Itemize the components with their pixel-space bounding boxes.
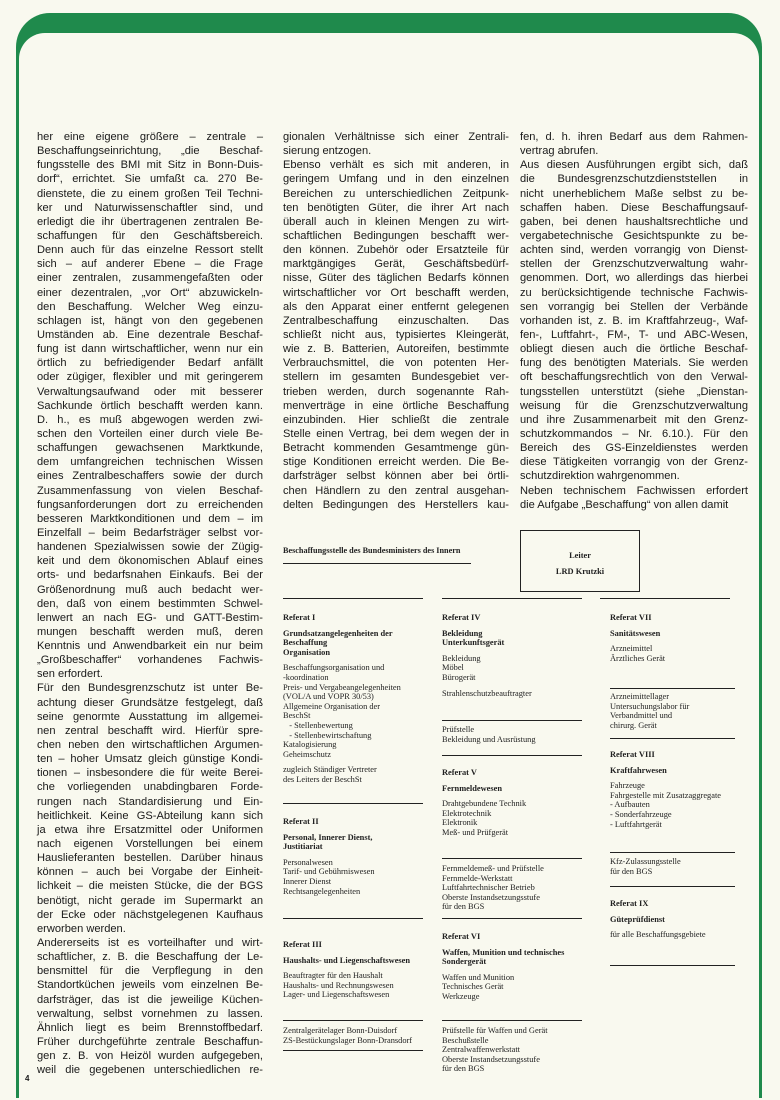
text-line: benötigt, nicht gerade im Supermarkt an bbox=[37, 894, 263, 907]
org-line: Tarif- und Gebührniswesen bbox=[283, 867, 375, 877]
org-line: des Leiters der BeschSt bbox=[283, 774, 362, 784]
text-line: lichkeit – die meisten Stücke, die der BGS bbox=[37, 880, 263, 893]
org-line: Beschußstelle bbox=[442, 1035, 489, 1045]
org-unit bbox=[610, 750, 775, 835]
org-line: Referat VI bbox=[442, 932, 481, 941]
org-unit-text bbox=[283, 663, 448, 759]
org-line: Waffen, Munition und technisches bbox=[442, 947, 565, 957]
org-line: Verbandmittel und bbox=[610, 711, 673, 721]
text-line: genommen. Dort, wo allerdings das hierbei bbox=[520, 272, 748, 285]
org-line: Beauftragter für den Haushalt bbox=[283, 971, 383, 981]
org-chart-title: Beschaffungsstelle des Bundesministers des Innern bbox=[283, 546, 461, 555]
text-line: Früher durchgeführte zentrale Beschaffun- bbox=[37, 1036, 263, 1048]
org-unit-heading bbox=[442, 613, 607, 623]
text-line: fung des benötigten Materials. Sie werden bbox=[520, 357, 748, 370]
org-unit-heading bbox=[610, 750, 775, 760]
text-line: den Beschaffung. Welcher Weg einzu- bbox=[37, 300, 263, 313]
org-line: Werkzeuge bbox=[442, 991, 480, 1001]
org-line: - Aufbauten bbox=[610, 800, 650, 810]
text-line: Umständen ab. Eine dezentrale Beschaf- bbox=[37, 328, 263, 341]
org-line: Sanitätswesen bbox=[610, 628, 661, 638]
org-line: Referat IV bbox=[442, 613, 481, 622]
org-unit-text bbox=[442, 689, 607, 699]
paragraph bbox=[37, 130, 263, 681]
org-line: Haushalts- und Liegenschaftswesen bbox=[283, 955, 411, 965]
org-unit bbox=[442, 1026, 607, 1080]
org-line: zugleich Ständiger Vertreter bbox=[283, 765, 377, 775]
divider bbox=[283, 598, 423, 599]
org-line: (VOL/A und VOPR 30/53) bbox=[283, 692, 374, 702]
org-unit-text bbox=[610, 781, 775, 829]
divider bbox=[442, 918, 582, 919]
org-line: Personalwesen bbox=[283, 857, 333, 867]
org-line: Beschaffungsorganisation und bbox=[283, 663, 385, 673]
divider bbox=[283, 563, 471, 564]
org-line: Fernmeldewesen bbox=[442, 783, 503, 793]
text-line: tionen – insbesondere die für weite Berei- bbox=[37, 767, 263, 780]
org-line: Referat III bbox=[283, 940, 322, 949]
org-line: Grundsatzangelegenheiten der bbox=[283, 628, 393, 638]
text-line: Denn auch für das einzelne Ressort stellt bbox=[37, 244, 263, 257]
text-line: Stelle einen Vertrag, bei dem wegen der in bbox=[283, 427, 509, 440]
org-line: Unterkunftsgerät bbox=[442, 638, 505, 648]
text-line: erworben werden. bbox=[37, 922, 126, 935]
org-line: Personal, Innerer Dienst, bbox=[283, 832, 373, 842]
org-unit-text bbox=[442, 725, 607, 744]
text-line: diese Tätigkeiten vorrangig von der Grenz- bbox=[520, 456, 748, 469]
org-unit-text bbox=[283, 956, 448, 966]
org-unit bbox=[442, 613, 607, 704]
text-line: trieben werden, durch sogenannte Rah- bbox=[283, 385, 509, 398]
text-line: Standortküchen jeweils vom einzelnen Be- bbox=[37, 979, 263, 992]
text-line: Einzelfall – beim Bedarfsträger selbst vor- bbox=[37, 526, 263, 539]
text-line: achtung dieser Grundsätze festgelegt, daß bbox=[37, 696, 263, 709]
org-unit bbox=[283, 1026, 448, 1051]
text-line: mungen beschafft werden muß, deren bbox=[37, 625, 263, 638]
article-column-1 bbox=[37, 130, 263, 1077]
org-line: Arzneimittel bbox=[610, 644, 653, 654]
org-unit-heading bbox=[442, 932, 607, 942]
divider bbox=[610, 738, 735, 739]
divider bbox=[442, 720, 582, 721]
text-line: Beschaffungseinrichtung, „die Beschaf- bbox=[37, 145, 263, 158]
text-line: Betracht kommenden Gesamtmenge gün- bbox=[283, 442, 509, 455]
org-line: Oberste Instandsetzungsstufe bbox=[442, 1054, 540, 1064]
text-line: können – auch bei Vorgabe der Einheit- bbox=[37, 866, 263, 879]
text-line: schaffungen gewachsenen Marktkunde, bbox=[37, 442, 263, 455]
divider bbox=[442, 1020, 582, 1021]
org-line: Katalogisierung bbox=[283, 740, 337, 750]
org-line: Luftfahrtechnischer Betrieb bbox=[442, 883, 535, 893]
divider bbox=[283, 1020, 423, 1021]
text-line: D. h., es muß abgewogen werden zwi- bbox=[37, 413, 263, 426]
paragraph bbox=[37, 936, 263, 1077]
org-unit bbox=[610, 857, 775, 882]
text-line: ja etwa ihre Ersatzmittel oder Uniformen bbox=[37, 823, 263, 836]
org-unit bbox=[442, 864, 607, 918]
text-line: delten Bedingungen des Herstellers kau- bbox=[283, 498, 509, 511]
text-line: marktgängiges Gerät, Geschäftsbedürf- bbox=[283, 258, 509, 271]
org-line: Lager- und Liegenschaftswesen bbox=[283, 990, 390, 1000]
org-unit-heading bbox=[283, 613, 448, 623]
text-line: nisse, Güter des täglichen Bedarfs können bbox=[283, 272, 509, 285]
org-line: Referat VII bbox=[610, 613, 652, 622]
text-line: den, daß von einem bestimmten Schwel- bbox=[37, 597, 263, 610]
text-line: lenwert an nach EG- und GATT-Bestim- bbox=[37, 611, 263, 624]
text-line: schaftlicher, z. B. die Beschaffung der Le- bbox=[37, 951, 263, 964]
divider bbox=[283, 1050, 423, 1051]
text-line: Bereich des GS-Einzeldienstes werden bbox=[520, 442, 748, 455]
org-line: Organisation bbox=[283, 647, 330, 657]
text-line: oft beschaffungsrechtlich von den Verwal- bbox=[520, 371, 748, 384]
text-line: dorf“, errichtet. Sie umfaßt ca. 270 Be- bbox=[37, 173, 263, 186]
org-line: - Stellenbewirtschaftung bbox=[283, 730, 372, 740]
leader-name: LRD Krutzki bbox=[555, 566, 605, 576]
org-line: Innerer Dienst bbox=[283, 876, 332, 886]
text-line: schlagen ist, hängt von den gegebenen bbox=[37, 314, 263, 327]
text-line: Zentralbeschaffung einzuschalten. Das bbox=[283, 314, 509, 327]
org-line: Referat V bbox=[442, 768, 477, 777]
org-line: für den BGS bbox=[442, 902, 485, 912]
paragraph bbox=[520, 158, 748, 483]
text-line: Verwaltungsaufwand oder mit besserer bbox=[37, 385, 263, 398]
text-line: stige Konditionen erreicht werden. Die Be- bbox=[283, 456, 509, 469]
org-line: für alle Beschaffungsgebiete bbox=[610, 930, 706, 940]
org-line: - Luftfahrtgerät bbox=[610, 819, 662, 829]
text-line: schutzdirektion wahrgenommen. bbox=[520, 470, 680, 483]
text-line: einer zentralen, zusammengefaßten oder bbox=[37, 272, 263, 285]
org-line: Bürogerät bbox=[442, 672, 476, 682]
text-line: weisung für die Grenzschutzverwaltung bbox=[520, 399, 748, 412]
text-line: handenen Spezialwissen sowie der Zügig- bbox=[37, 541, 263, 554]
divider bbox=[610, 965, 735, 966]
text-line: Andererseits ist es vorteilhafter und wirt- bbox=[37, 937, 263, 950]
org-line: Kraftfahrwesen bbox=[610, 765, 667, 775]
org-line: Sondergerät bbox=[442, 957, 487, 967]
text-line: der Ecke oder nächstgelegenen Kaufhaus bbox=[37, 908, 263, 921]
divider bbox=[600, 598, 730, 599]
org-line: Kfz-Zulassungsstelle bbox=[610, 857, 681, 866]
text-line: einzubinden. Hier schließt die zentrale bbox=[283, 413, 509, 426]
org-line: Untersuchungslabor für bbox=[610, 701, 690, 711]
org-line: Ärztliches Gerät bbox=[610, 653, 666, 663]
org-line: -koordination bbox=[283, 672, 329, 682]
text-line: vorhanden ist, z. B. im Kraftfahrzeug-, Waf- bbox=[520, 314, 748, 327]
text-line: fungsanforderungen dort zu erreichenden bbox=[37, 498, 263, 511]
text-line: ker und Naturwissenschaftler sind, und bbox=[37, 201, 263, 214]
divider bbox=[283, 918, 423, 919]
text-line: dem umfangreichen technischen Wissen bbox=[37, 456, 263, 469]
org-unit bbox=[442, 768, 607, 844]
org-line: Technisches Gerät bbox=[442, 982, 504, 992]
text-line: Verbrauchsmittel, die von potenten Her- bbox=[283, 357, 509, 370]
org-unit-text bbox=[610, 857, 775, 876]
text-line: ten benötigten Güter, die ihrer Art nach bbox=[283, 201, 509, 214]
text-line: die Aufgabe „Beschaffung“ von allen damit bbox=[520, 498, 729, 511]
text-line: che vorliegenden unabdingbaren Forde- bbox=[37, 781, 263, 794]
org-line: Fahrgestelle mit Zusatzaggregate bbox=[610, 790, 722, 800]
org-unit-text bbox=[610, 766, 775, 776]
paragraph bbox=[37, 681, 263, 936]
text-line: fen-, Luftfahrt-, FM-, T- und ABC-Wesen, bbox=[520, 328, 748, 341]
text-line: vergabetechnische Gesichtspunkte zu be- bbox=[520, 229, 748, 242]
org-line: Meß- und Prüfgerät bbox=[442, 827, 509, 837]
org-unit-heading bbox=[610, 613, 775, 623]
org-unit-text bbox=[610, 629, 775, 639]
org-line: Beschaffung bbox=[283, 638, 328, 648]
text-line: weil die gegebenen unterschiedlichen re- bbox=[37, 1064, 263, 1077]
text-line: schaffungen für den Geschäftsbereich. bbox=[37, 229, 263, 242]
org-unit-heading bbox=[442, 768, 607, 778]
text-line: Ähnlich liegt es beim Brennstoffbedarf. bbox=[37, 1021, 263, 1034]
text-line: keit und dem ökonomischen Ablauf eines bbox=[37, 555, 263, 568]
org-unit-heading bbox=[283, 817, 448, 827]
org-line: Zentralwaffenwerkstatt bbox=[442, 1045, 520, 1055]
text-line: Neben technischem Fachwissen erfordert bbox=[520, 484, 748, 497]
divider bbox=[442, 858, 582, 859]
org-unit-text bbox=[283, 629, 448, 658]
text-line: überall auch in kleinen Mengen zu wirt- bbox=[283, 215, 509, 228]
text-line: Sachkunde örtlich beschafft werden kann. bbox=[37, 399, 263, 412]
org-line: - Sonderfahrzeuge bbox=[610, 809, 672, 819]
text-line: Kenntnis und Anwendbarkeit ein nur beim bbox=[37, 640, 263, 653]
org-unit-heading bbox=[283, 940, 448, 950]
text-line: schen den Vorteilen einer durch viele Be- bbox=[37, 427, 263, 440]
text-line: fen, d. h. ihren Bedarf aus dem Rahmen- bbox=[520, 131, 748, 143]
text-line: geringem Umfang und in den einzelnen bbox=[283, 173, 509, 186]
org-line: für den BGS bbox=[442, 1064, 485, 1074]
org-unit-text bbox=[283, 971, 448, 1000]
text-line: nen zentral beschafft wird. Hierfür spre- bbox=[37, 724, 263, 737]
org-unit-text bbox=[283, 1026, 448, 1045]
org-line: Bekleidung bbox=[442, 653, 481, 663]
text-line: bensmittel für die Verpflegung in den bbox=[37, 965, 263, 978]
text-line: schaftlichen Bedingungen beschafft wer- bbox=[283, 229, 509, 242]
org-line: chirurg. Gerät bbox=[610, 720, 657, 730]
text-line: dienstete, die zu einem großen Teil Techni- bbox=[37, 187, 263, 200]
text-line: fung ist dann wirtschaftlicher, wenn nur ein bbox=[37, 343, 263, 356]
org-unit-text bbox=[442, 948, 607, 967]
text-line: Hauslieferanten bestellen. Darüber hinaus bbox=[37, 852, 263, 865]
org-unit bbox=[610, 899, 775, 946]
org-line: Oberste Instandsetzungsstufe bbox=[442, 892, 540, 902]
org-unit-text bbox=[283, 765, 448, 784]
paragraph bbox=[520, 130, 748, 158]
article-column-2 bbox=[283, 130, 509, 512]
org-unit-heading bbox=[610, 899, 775, 909]
org-unit bbox=[610, 692, 775, 736]
org-line: Fahrzeuge bbox=[610, 781, 645, 791]
text-line: menverträge in eine örtliche Beschaffung bbox=[283, 399, 509, 412]
org-unit-text bbox=[283, 833, 448, 852]
org-line: Elektronik bbox=[442, 818, 478, 828]
org-line: Referat II bbox=[283, 817, 319, 826]
org-line: Allgemeine Organisation der bbox=[283, 701, 381, 711]
org-line: Prüfstelle bbox=[442, 725, 475, 734]
text-line: ten – hoher Umsatz gleich günstige Kondi- bbox=[37, 753, 263, 766]
text-line: zu berücksichtigende technische Fachwis- bbox=[520, 286, 748, 299]
divider bbox=[442, 755, 582, 756]
org-line: Rechtsangelegenheiten bbox=[283, 886, 361, 896]
org-line: Fernmeldemeß- und Prüfstelle bbox=[442, 864, 544, 873]
org-line: BeschSt bbox=[283, 711, 311, 721]
org-unit-text bbox=[442, 973, 607, 1002]
org-line: Arzneimittellager bbox=[610, 692, 670, 701]
org-line: Referat I bbox=[283, 613, 316, 622]
leader-label: Leiter bbox=[569, 551, 591, 560]
text-line: nicht unerheblichem Maße selbst zu be- bbox=[520, 187, 748, 200]
org-line: ZS-Bestückungslager Bonn-Dransdorf bbox=[283, 1035, 413, 1045]
org-unit bbox=[283, 817, 448, 902]
org-unit-text bbox=[442, 629, 607, 648]
text-line: gionalen Verhältnisse sich einer Zentrali- bbox=[283, 131, 509, 143]
text-line: sierung entzogen. bbox=[283, 145, 372, 158]
org-line: Bekleidung bbox=[442, 628, 483, 638]
text-line: schaffen haben. Diese Beschaffungsauf- bbox=[520, 201, 748, 214]
page-number: 4 bbox=[25, 1074, 30, 1083]
org-line: Güteprüfdienst bbox=[610, 914, 665, 924]
text-line: Größenordnung muß auch bedacht wer- bbox=[37, 583, 263, 596]
org-line: Prüfstelle für Waffen und Gerät bbox=[442, 1026, 548, 1035]
org-line: Referat VIII bbox=[610, 750, 655, 759]
text-line: darfsträger, das ist die jeweilige Küchen- bbox=[37, 993, 263, 1006]
text-line: heitlichkeit. Keine GS-Abteilung kann sich bbox=[37, 809, 263, 822]
article-column-3 bbox=[520, 130, 748, 512]
text-line: seine genormte Ausstattung im allgemei- bbox=[37, 710, 263, 723]
divider bbox=[610, 852, 735, 853]
org-unit-text bbox=[610, 915, 775, 925]
text-line: fungsstelle des BMI mit Sitz in Bonn-Duis- bbox=[37, 159, 263, 172]
text-line: chen Händlern zu den zentral ausgehan- bbox=[283, 484, 509, 497]
text-line: eines Zentralbeschaffers sowie der durch bbox=[37, 470, 263, 483]
org-unit-text bbox=[442, 864, 607, 912]
text-line: „Großbeschaffer“ vorhandenes Fachwis- bbox=[37, 654, 263, 667]
text-line: chen neben den wirtschaftlichen Argumen- bbox=[37, 739, 263, 752]
text-line: wirtschaftlicher vor Ort beschafft werden, bbox=[283, 286, 509, 299]
text-line: Bereichen zu unterschiedlichen Zeitpunk- bbox=[283, 187, 509, 200]
text-line: Für den Bundesgrenzschutz ist unter Be- bbox=[37, 682, 263, 695]
text-line: oder zügiger, flexibler und mit geringerem bbox=[37, 371, 263, 384]
org-unit-text bbox=[610, 644, 775, 663]
org-unit-text bbox=[442, 1026, 607, 1074]
leader-box bbox=[520, 530, 640, 592]
org-unit-text bbox=[283, 858, 448, 896]
text-line: sen vorrangig bei Stellen der Verbände bbox=[520, 300, 748, 313]
text-line: sich – auf anderer Ebene – die Frage bbox=[37, 258, 263, 271]
text-line: wie z. B. Batterien, Autoreifen, bestimmte bbox=[283, 343, 509, 356]
org-line: Strahlenschutzbeauftragter bbox=[442, 688, 532, 698]
text-line: als den Apparat einer entfernt gelegenen bbox=[283, 300, 509, 313]
text-line: örtlich zu befriedigender Bedarf anfällt bbox=[37, 357, 263, 370]
org-line: Haushalts- und Rechnungswesen bbox=[283, 980, 394, 990]
text-line: obliegt diesen auch die örtliche Beschaf- bbox=[520, 343, 748, 356]
divider bbox=[283, 803, 423, 804]
org-unit bbox=[442, 932, 607, 1008]
text-line: Ebenso verhält es sich mit anderen, in bbox=[283, 159, 509, 172]
text-line: stellen der Grenzschutzverwaltung wahr- bbox=[520, 258, 748, 271]
org-unit-text bbox=[442, 799, 607, 837]
text-line: Zusammenfassung von vielen Beschaf- bbox=[37, 484, 263, 497]
text-line: den können. Zubehör oder Ersatzteile für bbox=[283, 244, 509, 257]
text-line: her eine eigene größere – zentrale – bbox=[37, 131, 263, 143]
text-line: schließt nicht aus, typisiertes Kleingerät, bbox=[283, 328, 509, 341]
text-line: verwaltung, selbst vornehmen zu lassen. bbox=[37, 1007, 263, 1020]
org-line: Drahtgebundene Technik bbox=[442, 799, 527, 809]
text-line: gen z. B. von Heizöl wurden aufgegeben, bbox=[37, 1050, 263, 1063]
text-line: nach eigenen Vorstellungen bei einem bbox=[37, 838, 263, 851]
text-line: achten sind, werden vorrangig von Dienst- bbox=[520, 244, 748, 257]
org-unit bbox=[610, 613, 775, 669]
org-line: Geheimschutz bbox=[283, 749, 331, 759]
text-line: rungen nach Standardisierung und Ein- bbox=[37, 795, 263, 808]
org-unit-text bbox=[610, 930, 775, 940]
text-line: gaben, bei denen haushaltsrechtliche und bbox=[520, 215, 748, 228]
text-line: besseren Marktkonditionen und dem – im bbox=[37, 512, 263, 525]
divider bbox=[610, 688, 735, 689]
text-line: einer dezentralen, „vor Ort“ abzuwickeln- bbox=[37, 286, 263, 299]
org-line: für den BGS bbox=[610, 866, 653, 876]
org-line: Justitiariat bbox=[283, 842, 323, 852]
paragraph bbox=[283, 158, 509, 512]
paragraph bbox=[283, 130, 509, 158]
org-unit bbox=[283, 940, 448, 1006]
text-line: schutzkommandos – Nr. 6.10.). Für den bbox=[520, 427, 748, 440]
org-line: Fernmelde-Werkstatt bbox=[442, 873, 513, 883]
text-line: erledigt die ihr übertragenen zentralen Be- bbox=[37, 215, 263, 228]
text-line: tungsstellen unterstützt (siehe „Dienstan- bbox=[520, 385, 748, 398]
text-line: die Bundesgrenzschutzdienststellen in bbox=[520, 173, 748, 186]
paragraph bbox=[520, 484, 748, 512]
org-line: Referat IX bbox=[610, 899, 649, 908]
text-line: orts- und bedarfsnahen Einkaufs. Bei der bbox=[37, 569, 263, 582]
org-unit bbox=[283, 613, 448, 791]
org-line: - Stellenbewertung bbox=[283, 720, 353, 730]
org-unit bbox=[442, 725, 607, 750]
org-unit-text bbox=[610, 692, 775, 730]
text-line: und ihre Zusammenarbeit mit den Grenz- bbox=[520, 413, 748, 426]
text-line: darfsträger selbst können aber bei örtli- bbox=[283, 470, 509, 483]
org-line: Waffen und Munition bbox=[442, 972, 515, 982]
org-unit-text bbox=[442, 654, 607, 683]
divider bbox=[610, 886, 735, 887]
text-line: Aus diesen Ausführungen ergibt sich, daß bbox=[520, 159, 748, 172]
divider bbox=[442, 598, 582, 599]
text-line: stellern im gesamten Bundesgebiet ver- bbox=[283, 371, 509, 384]
text-line: vertrag abrufen. bbox=[520, 145, 599, 158]
text-line: sen erfordert. bbox=[37, 668, 103, 681]
org-line: Bekleidung und Ausrüstung bbox=[442, 734, 536, 744]
org-line: Elektrotechnik bbox=[442, 808, 492, 818]
org-unit-text bbox=[442, 784, 607, 794]
org-line: Preis- und Vergabeangelegenheiten bbox=[283, 682, 401, 692]
org-line: Möbel bbox=[442, 663, 464, 673]
org-line: Zentralgerätelager Bonn-Duisdorf bbox=[283, 1026, 398, 1035]
